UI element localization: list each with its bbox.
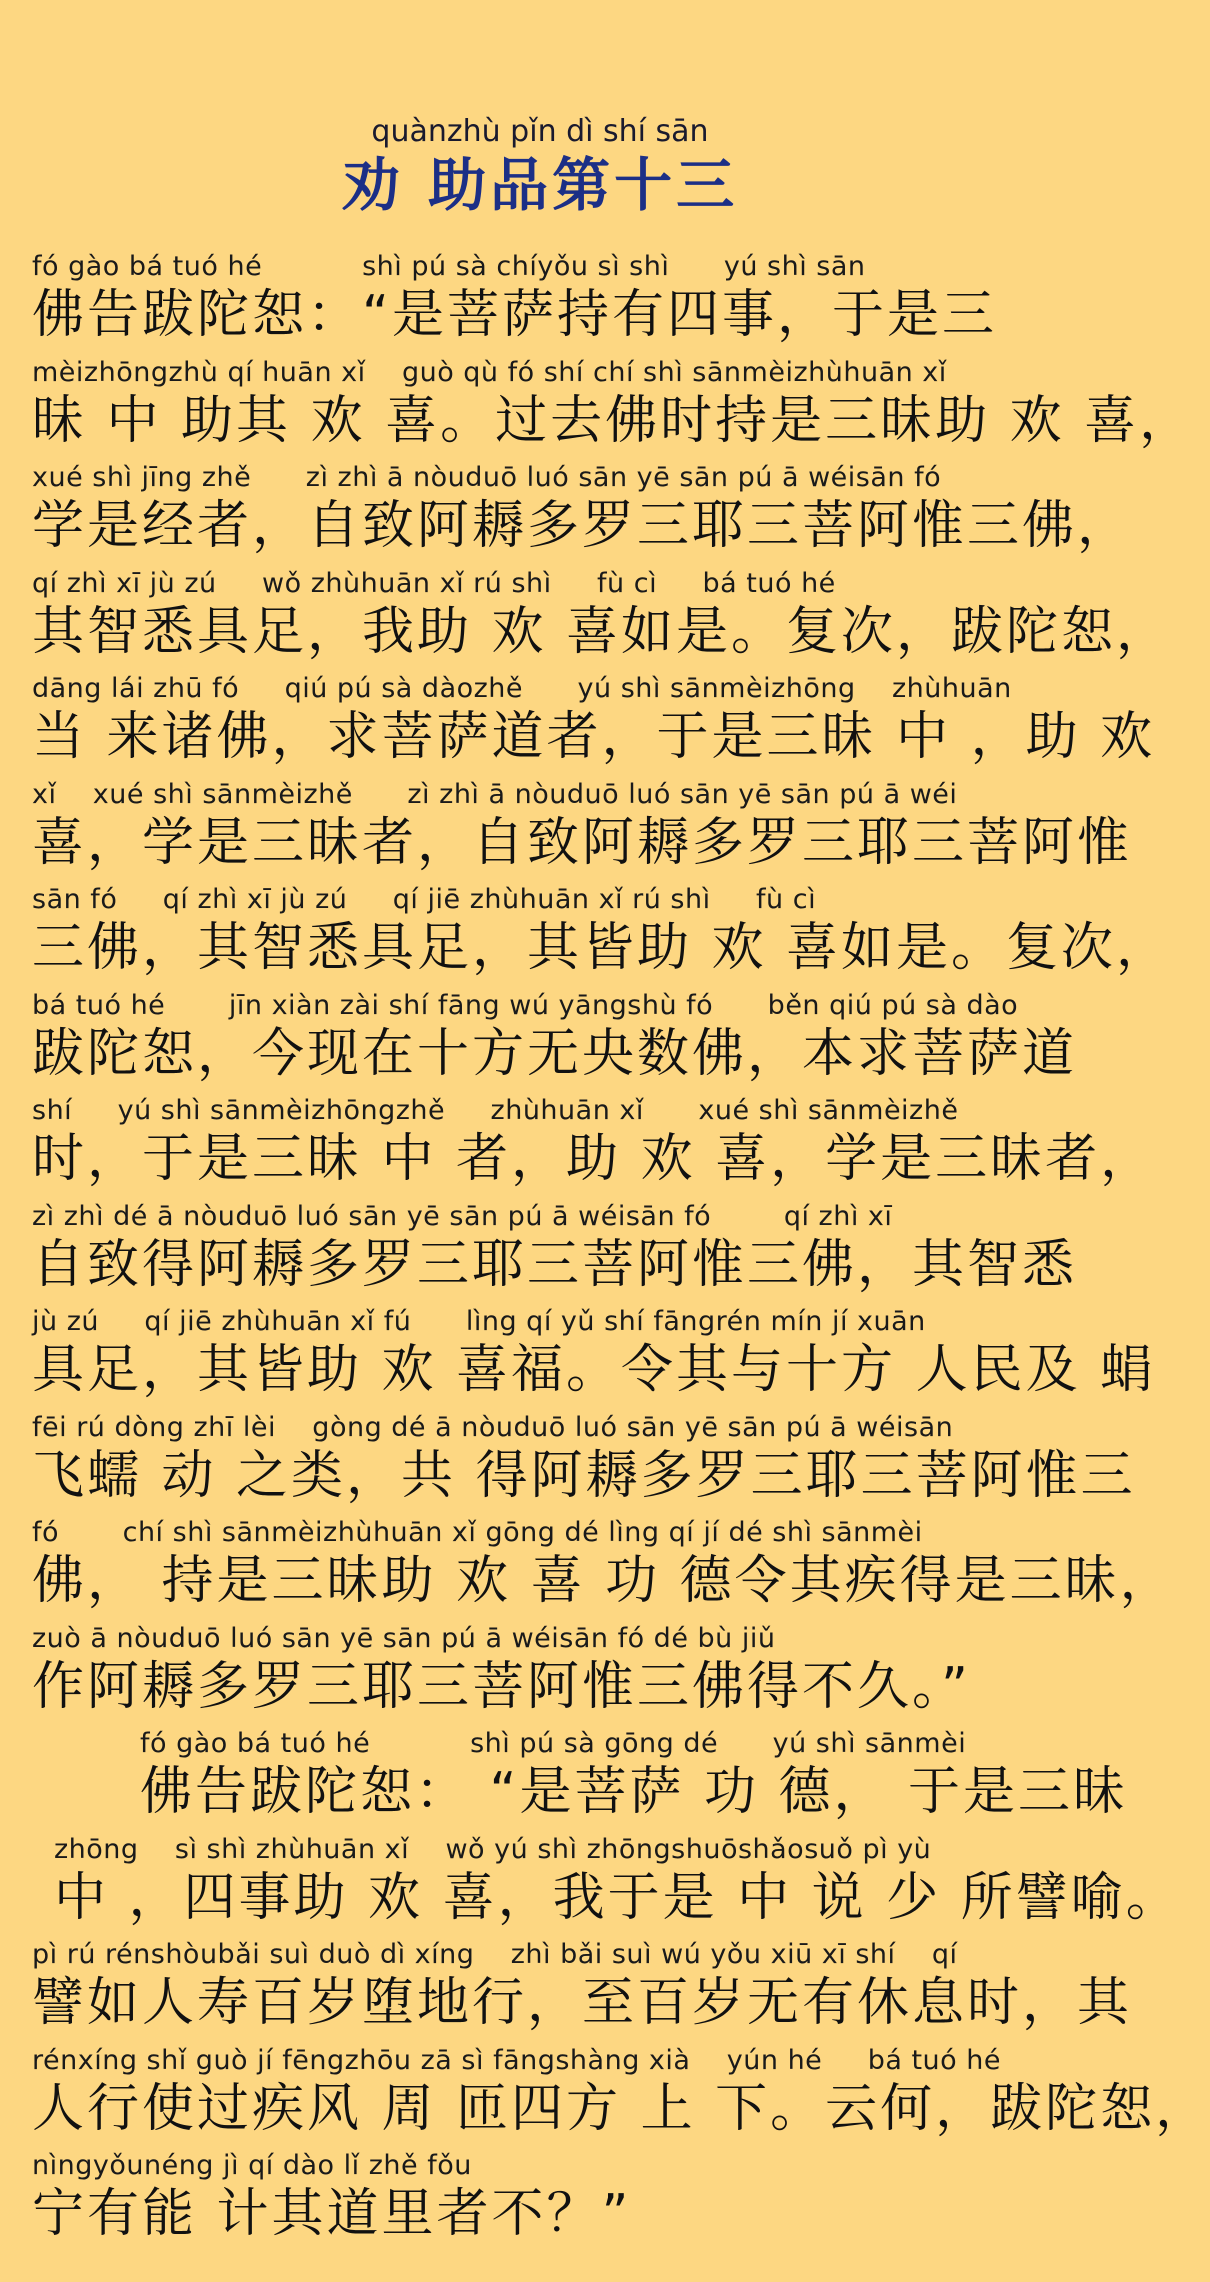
scripture-text [32, 250, 1210, 2255]
pinyin-line: zhōng sì shì zhùhuān xǐ wǒ yú shì zhōngshuōshǎosuǒ pì yù [54, 1833, 932, 1865]
pinyin-line: shí yú shì sānmèizhōngzhě zhùhuān xǐ xué shì sānmèizhě [32, 1095, 959, 1126]
hanzi-line: 跋陀恕，今现在十方无央数佛，本求菩萨道 [32, 1023, 1078, 1084]
pinyin-line: pì rú rénshòubǎi suì duò dì xíng zhì bǎi suì wú yǒu xiū xī shí qí [32, 1939, 958, 1970]
hanzi-line: 佛， 持是三昧助 欢 喜 功 德令其疾得是三昧， [32, 1551, 1175, 1611]
pinyin-line: rénxíng shǐ guò jí fēngzhōu zā sì fāngshàng xià yún hé bá tuó hé [32, 2044, 1001, 2076]
pinyin-line: fēi rú dòng zhī lèi gòng dé ā nòuduō luó sān yē sān pú ā wéisān [32, 1411, 954, 1443]
text-line [32, 1305, 1156, 1411]
hanzi-line: 时，于是三昧 中 者，助 欢 喜，学是三昧者， [32, 1129, 1156, 1189]
pinyin-line: xǐ xué shì sānmèizhě zì zhì ā nòuduō luó sān yē sān pú ā wéi [32, 778, 958, 810]
hanzi-line: 昧 中 助其 欢 喜。过去佛时持是三昧助 欢 喜， [32, 390, 1195, 451]
text-line [32, 1411, 1136, 1517]
text-line [32, 883, 1172, 989]
text-line [32, 1833, 1181, 1939]
text-line [32, 356, 1195, 462]
pinyin-line: xué shì jīng zhě zì zhì ā nòuduō luó sān yē sān pú ā wéisān fó [32, 462, 942, 493]
pinyin-line: fó gào bá tuó hé shì pú sà gōng dé yú shì sānmèi [140, 1728, 967, 1759]
text-line [32, 250, 1052, 356]
text-line [32, 1094, 1156, 1200]
hanzi-line: 作阿耨多罗三耶三菩阿惟三佛得不久。” [32, 1656, 971, 1717]
pinyin-line: mèizhōngzhù qí huān xǐ guò qù fó shí chí shì sānmèizhùhuān xǐ [32, 356, 947, 388]
text-line [32, 1727, 1129, 1833]
text-line [32, 1200, 1078, 1306]
pinyin-line: zuò ā nòuduō luó sān yē sān pú ā wéisān fó dé bù jiǔ [32, 1622, 776, 1654]
text-line [32, 461, 1133, 567]
pinyin-line: sān fó qí zhì xī jù zú qí jiē zhùhuān xǐ rú shì fù cì [32, 884, 817, 915]
pinyin-line: dāng lái zhū fó qiú pú sà dàozhě yú shì sānmèizhōng zhùhuān [32, 673, 1012, 704]
hanzi-line: 其智悉具足，我助 欢 喜如是。复次，跋陀恕， [32, 601, 1172, 662]
hanzi-line: 喜，学是三昧者，自致阿耨多罗三耶三菩阿惟 [32, 812, 1133, 873]
hanzi-line: 佛告跋陀恕： “是菩萨 功 德， 于是三昧 [140, 1762, 1129, 1822]
chapter-title [0, 112, 1080, 218]
hanzi-line: 譬如人寿百岁堕地行，至百岁无有休息时，其 [32, 1973, 1133, 2033]
hanzi-line: 人行使过疾风 周 匝四方 上 下。云何，跋陀恕， [32, 2078, 1210, 2139]
text-line [32, 778, 1133, 884]
pinyin-line: fó chí shì sānmèizhùhuān xǐ gōng dé lìng qí jí dé shì sānmèi [32, 1517, 923, 1548]
pinyin-line: nìngyǒunéng jì qí dào lǐ zhě fǒu [32, 2150, 472, 2181]
pinyin-line: qí zhì xī jù zú wǒ zhùhuān xǐ rú shì fù cì bá tuó hé [32, 567, 836, 599]
text-line [32, 1938, 1133, 2044]
hanzi-line: 中 ，四事助 欢 喜，我于是 中 说 少 所譬喻。 [54, 1867, 1181, 1928]
text-line [32, 1516, 1175, 1622]
chapter-title-pinyin: quànzhù pǐn dì shí sān [371, 114, 709, 149]
pinyin-line: zì zhì dé ā nòuduō luó sān yē sān pú ā wéisān fó qí zhì xī [32, 1200, 893, 1232]
text-line [32, 672, 1156, 778]
hanzi-line: 佛告跋陀恕：“是菩萨持有四事，于是三 [32, 285, 997, 345]
text-line [32, 2149, 1052, 2255]
hanzi-line: 学是经者，自致阿耨多罗三耶三菩阿惟三佛， [32, 496, 1133, 556]
text-line [32, 567, 1172, 673]
hanzi-line: 当 来诸佛，求菩萨道者，于是三昧 中 ，助 欢 [32, 707, 1156, 767]
text-line [32, 1622, 1052, 1728]
pinyin-line: fó gào bá tuó hé shì pú sà chíyǒu sì shì yú shì sān [32, 251, 866, 282]
pinyin-line: jù zú qí jiē zhùhuān xǐ fú lìng qí yǔ shí fāngrén mín jí xuān [32, 1306, 926, 1337]
hanzi-line: 具足，其皆助 欢 喜福。令其与十方 人民及 蜎 [32, 1340, 1156, 1400]
chapter-title-text: 劝 助品第十三 [341, 151, 739, 219]
hanzi-line: 飞蠕 动 之类，共 得阿耨多罗三耶三菩阿惟三 [32, 1445, 1136, 1506]
pinyin-line: bá tuó hé jīn xiàn zài shí fāng wú yāngshù fó běn qiú pú sà dào [32, 989, 1019, 1021]
hanzi-line: 宁有能 计其道里者不？” [32, 2184, 632, 2244]
hanzi-line: 自致得阿耨多罗三耶三菩阿惟三佛，其智悉 [32, 1234, 1078, 1295]
text-line [32, 989, 1078, 1095]
hanzi-line: 三佛，其智悉具足，其皆助 欢 喜如是。复次， [32, 918, 1172, 978]
text-line [32, 2044, 1210, 2150]
